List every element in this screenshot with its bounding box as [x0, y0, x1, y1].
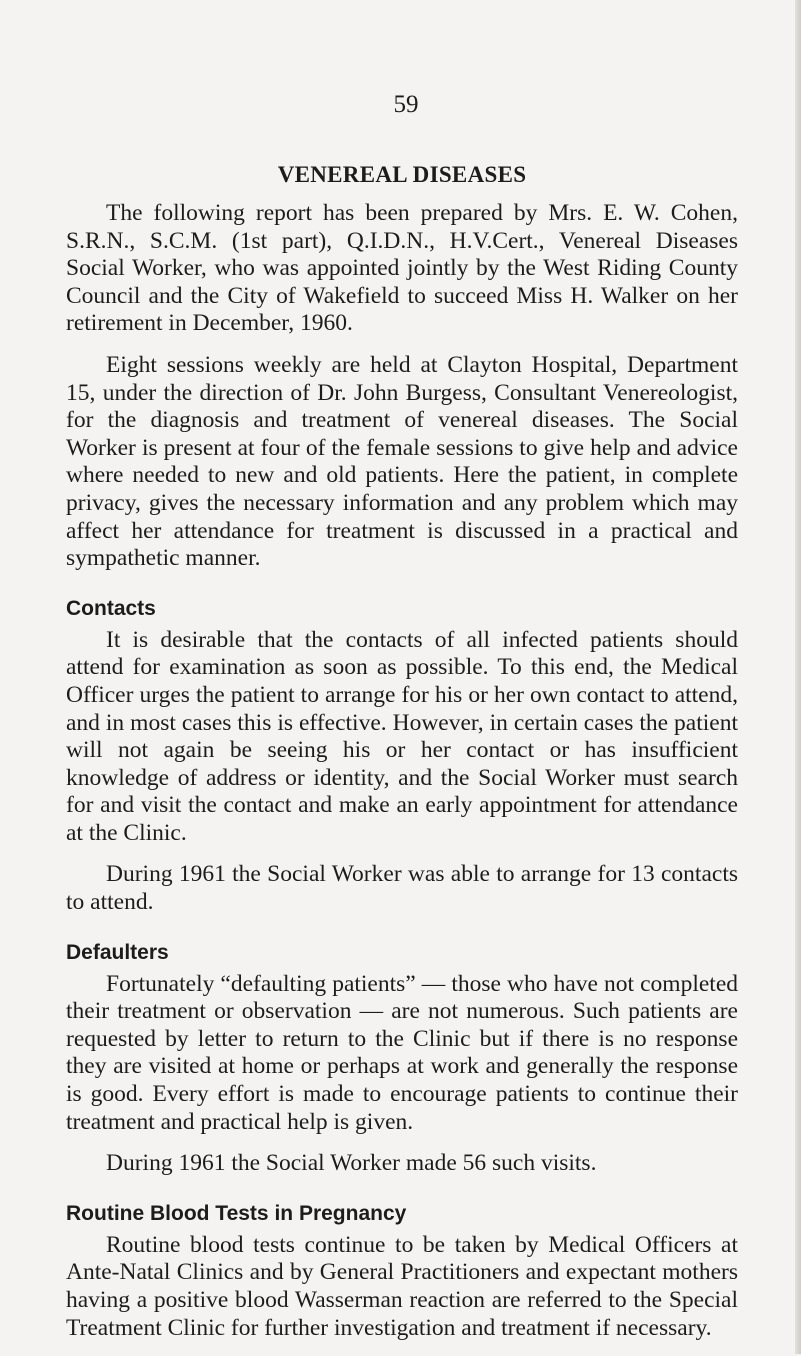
section-heading-defaulters: Defaulters [66, 940, 169, 964]
intro-section [66, 200, 738, 573]
blood-tests-section [66, 1200, 738, 1342]
intro-paragraph: Eight sessions weekly are held at Clayton Hospital, Department 15, under the direction of Dr. John Burgess, Consultant Venereologist, for the diagnosis and treatment of venereal diseases. The Social Worker is present at four of the female sessions to give help and advice where needed to new and old patients. Here the patient, in complete privacy, gives the necessary information and any problem which may affect her attendance for treatment is discussed in a practical and sympathetic manner. [66, 351, 738, 572]
defaulters-section [66, 939, 738, 1178]
defaulters-paragraph: During 1961 the Social Worker made 56 such visits. [106, 1150, 597, 1177]
page-edge-shadow [795, 0, 801, 1354]
section-heading-contacts: Contacts [66, 596, 156, 620]
blood-tests-paragraph: Routine blood tests continue to be taken by Medical Officers at Ante-Natal Clinics and by General Practitioners and expectant mothers having a positive blood Wasserman reaction are referred to the Special Treatment Clinic for further investigation and treatment if necessary. [66, 1231, 738, 1341]
intro-paragraph: The following report has been prepared by Mrs. E. W. Cohen, S.R.N., S.C.M. (1st part), Q.I.D.N., H.V.Cert., Venereal Diseases Social Worker, who was appointed jointly by the West Riding County Council and the City of Wakefield to succeed Miss H. Walker on her retirement in December, 1960. [66, 200, 738, 337]
contacts-paragraph: During 1961 the Social Worker was able to arrange for 13 contacts to attend. [66, 861, 738, 916]
page-title: VENEREAL DISEASES [277, 162, 527, 187]
defaulters-paragraph: Fortunately “defaulting patients” — those who have not completed their treatment or observation — are not numerous. Such patients are requested by letter to return to the Clinic but if there is no response they are visited at home or perhaps at work and generally the response is good. Every effort is made to encourage patients to continue their treatment and practical help is given. [66, 970, 738, 1135]
document-page [66, 90, 738, 1356]
section-heading-blood-tests: Routine Blood Tests in Pregnancy [66, 1201, 407, 1225]
contacts-section [66, 595, 738, 917]
contacts-paragraph: It is desirable that the contacts of all infected patients should attend for examination as soon as possible. To this end, the Medical Officer urges the patient to arrange for his or her own contact to attend, and in most cases this is effective. However, in certain cases the patient will not again be seeing his or her contact or has insufficient knowledge of address or identity, and the Social Worker must search for and visit the contact and make an early appointment for attendance at the Clinic. [66, 626, 738, 846]
page-number: 59 [393, 91, 419, 118]
